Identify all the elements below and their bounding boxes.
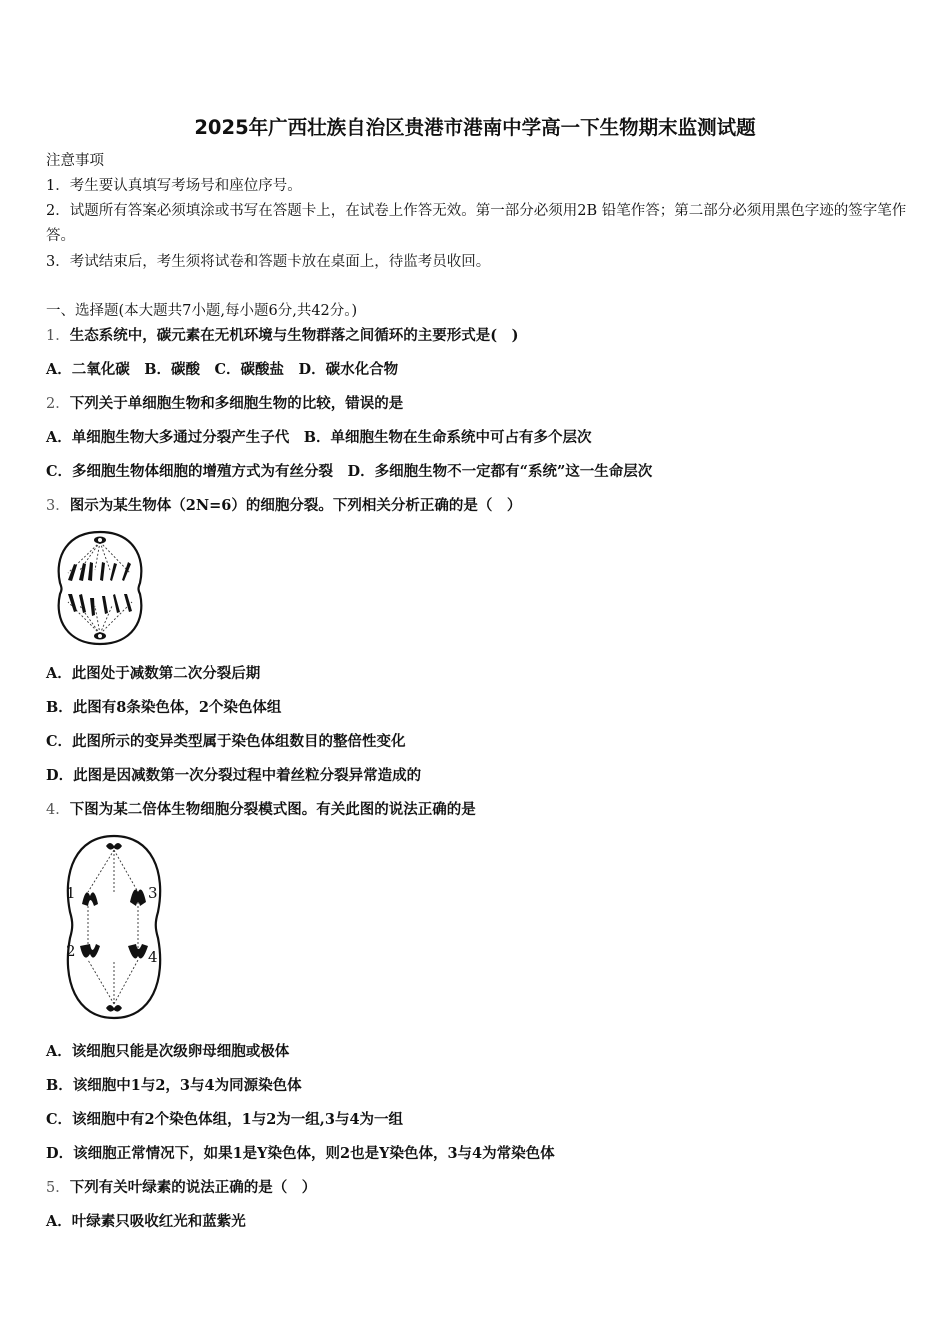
chromosome-label-2: 2: [66, 942, 76, 960]
question-number: 3．: [46, 498, 70, 514]
question-stem: 下列关于单细胞生物和多细胞生物的比较，错误的是: [69, 395, 404, 412]
question-4: [46, 800, 476, 820]
question-3-option-b: B．此图有8条染色体，2个染色体组: [46, 699, 282, 716]
cell-division-figure-q3: [50, 528, 150, 648]
question-number: 1．: [46, 328, 70, 344]
question-4-option-a: A．该细胞只能是次级卵母细胞或极体: [46, 1043, 290, 1060]
question-5-option-a: A．叶绿素只吸收红光和蓝紫光: [46, 1213, 246, 1230]
question-4-option-d: D．该细胞正常情况下，如果1是Y染色体，则2也是Y染色体，3与4为常染色体: [46, 1145, 555, 1162]
question-2-option-cd: C．多细胞生物体细胞的增殖方式为有丝分裂 D．多细胞生物不一定都有“系统”这一生命层次: [46, 463, 653, 480]
question-2: [46, 394, 403, 414]
question-2-option-ab: A．单细胞生物大多通过分裂产生子代 B．单细胞生物在生命系统中可占有多个层次: [46, 429, 592, 446]
question-number: 2．: [46, 396, 70, 412]
cell-division-figure-q4: [58, 832, 170, 1022]
notice-item-1: 1．考生要认真填写考场号和座位序号。: [46, 178, 302, 194]
question-number: 5．: [46, 1180, 70, 1196]
question-number: 4．: [46, 802, 70, 818]
question-5: [46, 1178, 316, 1198]
question-stem: 生态系统中，碳元素在无机环境与生物群落之间循环的主要形式是( ): [69, 327, 519, 344]
chromosome-label-3: 3: [148, 884, 158, 902]
page-title: 2025年广西壮族自治区贵港市港南中学高一下生物期末监测试题: [194, 116, 756, 139]
chromosome-label-1: 1: [66, 884, 76, 902]
question-3-option-a: A．此图处于减数第二次分裂后期: [46, 665, 261, 682]
question-stem: 下图为某二倍体生物细胞分裂模式图。有关此图的说法正确的是: [69, 801, 476, 818]
question-1: [46, 326, 518, 346]
section-heading: 一、选择题(本大题共7小题,每小题6分,共42分。): [46, 303, 358, 319]
chromosome-label-4: 4: [148, 948, 158, 966]
notice-item-2: 2．试题所有答案必须填涂或书写在答题卡上，在试卷上作答无效。第一部分必须用2B 铅笔作答；第二部分必须用黑色字迹的签字笔作答。: [46, 203, 907, 244]
question-4-option-b: B．该细胞中1与2，3与4为同源染色体: [46, 1077, 302, 1094]
notice-item-3: 3．考试结束后，考生须将试卷和答题卡放在桌面上，待监考员收回。: [46, 254, 491, 270]
question-stem: 下列有关叶绿素的说法正确的是（ ）: [69, 1179, 317, 1196]
question-1-options: A．二氧化碳 B．碳酸 C．碳酸盐 D．碳水化合物: [46, 361, 399, 378]
question-3-option-c: C．此图所示的变异类型属于染色体组数目的整倍性变化: [46, 733, 406, 750]
question-stem: 图示为某生物体（2N=6）的细胞分裂。下列相关分析正确的是（ ）: [69, 497, 522, 514]
question-3-option-d: D．此图是因减数第一次分裂过程中着丝粒分裂异常造成的: [46, 767, 422, 784]
question-3: [46, 496, 521, 516]
notice-heading: 注意事项: [46, 153, 104, 169]
question-4-option-c: C．该细胞中有2个染色体组，1与2为一组,3与4为一组: [46, 1111, 404, 1128]
